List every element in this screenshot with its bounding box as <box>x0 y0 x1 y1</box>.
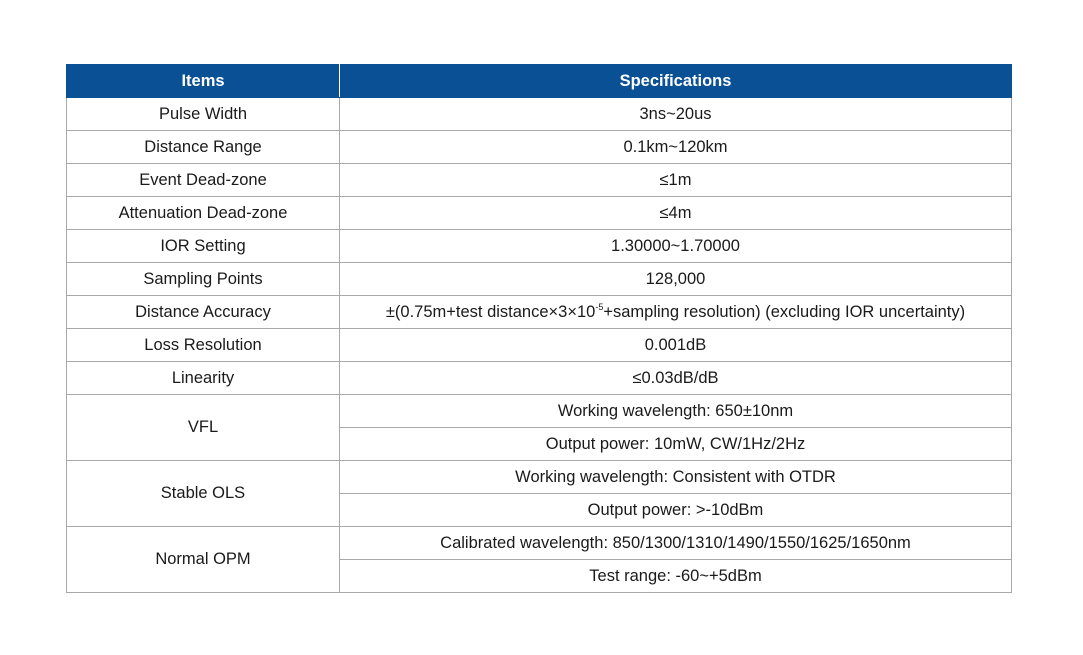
item-cell: Normal OPM <box>67 527 340 593</box>
spec-cell: Working wavelength: 650±10nm <box>340 395 1012 428</box>
item-cell: Distance Accuracy <box>67 296 340 329</box>
item-cell: Attenuation Dead-zone <box>67 197 340 230</box>
specifications-table <box>66 64 1012 593</box>
spec-cell: Output power: >-10dBm <box>340 494 1012 527</box>
table-row <box>67 461 1012 494</box>
item-cell: VFL <box>67 395 340 461</box>
item-cell: Linearity <box>67 362 340 395</box>
item-cell: Loss Resolution <box>67 329 340 362</box>
table-row <box>67 230 1012 263</box>
item-cell: Event Dead-zone <box>67 164 340 197</box>
header-items: Items <box>67 65 340 98</box>
spec-cell: 0.001dB <box>340 329 1012 362</box>
item-cell: IOR Setting <box>67 230 340 263</box>
spec-cell-distance-accuracy <box>340 296 1012 329</box>
spec-cell: 0.1km~120km <box>340 131 1012 164</box>
item-cell: Stable OLS <box>67 461 340 527</box>
spec-cell: Output power: 10mW, CW/1Hz/2Hz <box>340 428 1012 461</box>
spec-cell: 3ns~20us <box>340 98 1012 131</box>
table-row <box>67 296 1012 329</box>
header-specifications: Specifications <box>340 65 1012 98</box>
table-row <box>67 527 1012 560</box>
table-row <box>67 131 1012 164</box>
spec-text: ±(0.75m+test distance×3×10 <box>385 302 596 321</box>
header-row <box>67 65 1012 98</box>
table-header <box>67 65 1012 98</box>
spec-cell: 1.30000~1.70000 <box>340 230 1012 263</box>
spec-cell: ≤0.03dB/dB <box>340 362 1012 395</box>
table-row <box>67 395 1012 428</box>
table-row <box>67 164 1012 197</box>
table-row <box>67 98 1012 131</box>
spec-cell: 128,000 <box>340 263 1012 296</box>
exponent: -5 <box>595 301 604 312</box>
item-cell: Pulse Width <box>67 98 340 131</box>
spec-text: +sampling resolution) (excluding IOR uncertainty) <box>603 302 966 321</box>
spec-cell: Working wavelength: Consistent with OTDR <box>340 461 1012 494</box>
item-cell: Distance Range <box>67 131 340 164</box>
table-row <box>67 362 1012 395</box>
table-row <box>67 329 1012 362</box>
spec-cell: ≤1m <box>340 164 1012 197</box>
item-cell: Sampling Points <box>67 263 340 296</box>
table-row <box>67 263 1012 296</box>
table-body <box>67 98 1012 593</box>
spec-cell: Calibrated wavelength: 850/1300/1310/1490/1550/1625/1650nm <box>340 527 1012 560</box>
table-row <box>67 197 1012 230</box>
spec-cell: ≤4m <box>340 197 1012 230</box>
spec-cell: Test range: -60~+5dBm <box>340 560 1012 593</box>
